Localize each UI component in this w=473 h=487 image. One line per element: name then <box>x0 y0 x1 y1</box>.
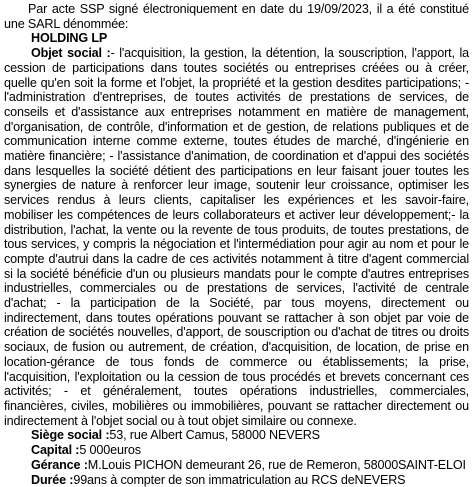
siege-social-line <box>4 428 469 443</box>
duree-line <box>4 473 469 487</box>
intro-paragraph: Par acte SSP signé électroniquement en date du 19/09/2023, il a été constitué une SARL dénommée: <box>4 2 469 31</box>
duree-label: Durée : <box>31 473 73 487</box>
objet-social-label: Objet social : <box>4 46 111 60</box>
capital-line <box>4 443 469 458</box>
siege-social-value: 53, rue Albert Camus, 58000 NEVERS <box>109 428 320 442</box>
gerance-line <box>4 458 469 473</box>
objet-social-text: - l'acquisition, la gestion, la détention, la souscription, l'apport, la cession de participations dans toutes sociétés ou entreprises créées ou à créer, quelle qu'en soit la forme et l'objet, la propriété et la gestion desdites participations; -l'administration d'entreprises, de toutes activités de prestations de services, de conseils et d'assistance aux entreprises notamment en matière de management, d'organisation, de contrôle, d'information et de gestion, de relations publiques et de communication interne comme externe, toutes études de marché, d'ingénierie en matière financière; - l'assistance d'animation, de coordination et d'appui des sociétés dans lesquelles la société détient des participations en leur faisant jouer toutes les synergies de nature à renforcer leur image, soutenir leur croissance, optimiser les services rendus à leurs clients, capitaliser les expériences et les savoir-faire, mobiliser les compétences de leurs collaborateurs et activer leur développement;- la distribution, l'achat, la vente ou la revente de tous produits, de toutes prestations, de tous services, y compris la négociation et l'intermédiation pour agir au nom et pour le compte d'autrui dans la cadre de ces activités notamment à titre d'agent commercial si la société bénéficie d'un ou plusieurs mandats pour le compte d'autres entreprises industrielles, commerciales ou de prestations de services, l'activité de centrale d'achat; - la participation de la Société, par tous moyens, directement ou indirectement, dans toutes opérations pouvant se rattacher à son objet par voie de création de sociétés nouvelles, d'apport, de souscription ou d'achat de titres ou droits sociaux, de fusion ou autrement, de création, d'acquisition, de location, de prise en location-gérance de tous fonds de commerce ou établissements; la prise, l'acquisition, l'exploitation ou la cession de tous procédés et brevets concernant ces activités; - et généralement, toutes opérations industrielles, commerciales, financières, civiles, mobilières ou immobilières, pouvant se rattacher directement ou indirectement à l'objet social ou à tout objet similaire ou connexe. <box>4 46 469 428</box>
capital-value: 5 000euros <box>79 443 141 457</box>
capital-label: Capital : <box>31 443 79 457</box>
gerance-value: M.Louis PICHON demeurant 26, rue de Remeron, 58000SAINT-ELOI <box>88 458 466 472</box>
siege-social-label: Siège social : <box>31 428 109 442</box>
duree-value: 99ans à compter de son immatriculation au RCS deNEVERS <box>73 473 405 487</box>
objet-social-paragraph <box>4 46 469 428</box>
company-name: HOLDING LP <box>4 31 469 46</box>
gerance-label: Gérance : <box>31 458 88 472</box>
